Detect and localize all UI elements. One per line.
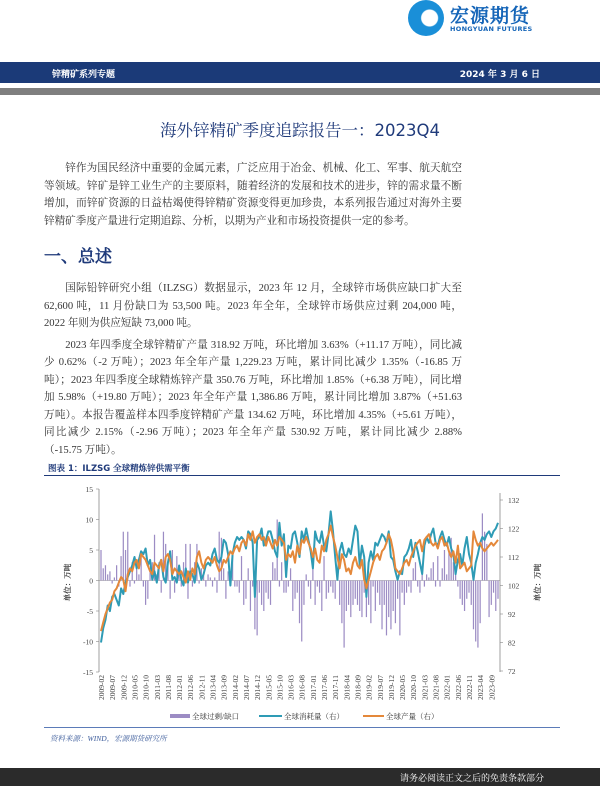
report-body bbox=[44, 160, 462, 459]
x-tick-label: 2017-06 bbox=[320, 675, 330, 700]
bar-balance bbox=[406, 581, 407, 593]
bar-balance bbox=[125, 550, 126, 581]
bar-balance bbox=[261, 581, 262, 605]
bar-balance bbox=[147, 581, 148, 599]
bar-balance bbox=[123, 532, 124, 581]
bar-balance bbox=[352, 581, 353, 605]
logo-en: HONGYUAN FUTURES bbox=[450, 25, 533, 33]
bar-balance bbox=[241, 556, 242, 580]
left-tick-label: 10 bbox=[85, 515, 93, 525]
bar-balance bbox=[294, 581, 295, 599]
bar-balance bbox=[138, 574, 139, 580]
legend-label-consumption: 全球消耗量（右） bbox=[284, 712, 344, 721]
bar-balance bbox=[214, 577, 215, 580]
bar-balance bbox=[134, 581, 135, 584]
bar-balance bbox=[207, 574, 208, 580]
section-heading: 一、总述 bbox=[44, 247, 112, 266]
bar-balance bbox=[216, 581, 217, 593]
bar-balance bbox=[428, 577, 429, 580]
bar-balance bbox=[395, 581, 396, 624]
bar-balance bbox=[283, 581, 284, 593]
x-tick-label: 2021-08 bbox=[431, 675, 441, 700]
bar-balance bbox=[332, 581, 333, 593]
header-band bbox=[0, 62, 600, 83]
bar-balance bbox=[446, 574, 447, 580]
bar-balance bbox=[361, 581, 362, 618]
bar-balance bbox=[335, 581, 336, 599]
right-tick-label: 102 bbox=[508, 581, 520, 591]
x-tick-label: 2014-12 bbox=[253, 675, 263, 700]
bar-balance bbox=[212, 581, 213, 587]
bar-balance bbox=[239, 581, 240, 593]
bar-balance bbox=[497, 581, 498, 599]
bar-balance bbox=[248, 568, 249, 580]
bar-balance bbox=[161, 581, 162, 593]
x-tick-label: 2009-02 bbox=[97, 675, 106, 700]
footer-band bbox=[0, 768, 600, 786]
bar-balance bbox=[116, 565, 117, 580]
figure-source: 资料来源：WIND，宏源期货研究所 bbox=[50, 734, 167, 743]
x-tick-label: 2013-04 bbox=[208, 675, 218, 700]
x-tick-label: 2012-06 bbox=[186, 675, 196, 700]
x-tick-label: 2023-04 bbox=[476, 675, 486, 700]
bar-balance bbox=[459, 581, 460, 599]
bar-balance bbox=[281, 562, 282, 580]
x-tick-label: 2012-01 bbox=[175, 675, 185, 700]
x-tick-label: 2018-09 bbox=[353, 675, 363, 700]
bar-balance bbox=[343, 581, 344, 648]
left-tick-label: 15 bbox=[85, 485, 93, 494]
bar-balance bbox=[192, 581, 193, 587]
bar-balance bbox=[384, 581, 385, 605]
bar-balance bbox=[174, 581, 175, 593]
bar-balance bbox=[299, 581, 300, 624]
legend-label-production: 全球产量（右） bbox=[386, 712, 439, 721]
bar-balance bbox=[379, 581, 380, 605]
bar-balance bbox=[310, 581, 311, 599]
bar-balance bbox=[413, 568, 414, 580]
left-tick-label: 5 bbox=[89, 546, 93, 555]
x-tick-label: 2014-07 bbox=[241, 675, 251, 700]
bar-balance bbox=[274, 568, 275, 580]
bar-balance bbox=[268, 581, 269, 599]
bar-balance bbox=[263, 581, 264, 612]
bar-balance bbox=[114, 577, 115, 580]
bar-balance bbox=[257, 581, 258, 636]
x-tick-label: 2010-05 bbox=[130, 675, 140, 700]
bar-balance bbox=[442, 568, 443, 580]
bar-balance bbox=[292, 581, 293, 612]
bar-balance bbox=[493, 581, 494, 593]
logo-mark-icon bbox=[408, 0, 444, 36]
legend-label-balance: 全球过剩/缺口 bbox=[192, 712, 240, 721]
bar-balance bbox=[288, 581, 289, 587]
left-tick-label: -5 bbox=[86, 607, 93, 616]
bar-balance bbox=[321, 581, 322, 612]
bar-balance bbox=[424, 581, 425, 587]
bar-balance bbox=[199, 581, 200, 584]
bar-balance bbox=[468, 581, 469, 593]
figure-top-rule bbox=[44, 475, 560, 476]
bar-balance bbox=[477, 581, 478, 648]
bar-balance bbox=[359, 581, 360, 612]
intro-paragraph: 锌作为国民经济中重要的金属元素，广泛应用于冶金、机械、化工、军事、航天航空等领域。锌矿是锌工业生产的主要原料，随着经济的发展和技术的进步，锌的需求量不断增加，而锌矿资源的日益枯竭使得锌精矿资源变得更加珍贵，本系列报告通过对海外主要锌精矿季度产量进行定期追踪、分析，以期为产业和市场投资提供一定的参考。 bbox=[44, 163, 462, 227]
right-axis-title: 单位：万吨 bbox=[533, 563, 542, 602]
report-date: 2024 年 3 月 6 日 bbox=[459, 70, 540, 80]
bar-balance bbox=[330, 581, 331, 587]
x-tick-label: 2016-08 bbox=[297, 675, 307, 700]
right-tick-label: 82 bbox=[508, 638, 516, 648]
disclaimer-note: 请务必阅读正文之后的免责条款部分 bbox=[399, 773, 544, 783]
bar-balance bbox=[488, 581, 489, 618]
bar-balance bbox=[297, 581, 298, 593]
bar-balance bbox=[433, 562, 434, 580]
bar-balance bbox=[301, 581, 302, 642]
bar-balance bbox=[355, 581, 356, 599]
x-tick-label: 2019-12 bbox=[386, 675, 396, 700]
left-tick-label: -15 bbox=[83, 668, 93, 677]
bar-balance bbox=[225, 581, 226, 599]
header-divider bbox=[0, 88, 600, 95]
x-tick-label: 2009-12 bbox=[119, 675, 129, 700]
x-tick-label: 2016-03 bbox=[286, 675, 296, 700]
x-tick-label: 2017-01 bbox=[308, 675, 318, 700]
bar-balance bbox=[473, 581, 474, 630]
bar-balance bbox=[103, 568, 104, 580]
paragraph-2: 2023 年四季度全球锌精矿产量 318.92 万吨，环比增加 3.63%（+11.17 万吨），同比减少 0.62%（-2 万吨）；2023 年全年产量 1,229.23 万吨，累计同比减少 1.35%（-16.85 万吨）；2023 年四季度全球精炼锌产量 350.76 万吨，环比增加 1.85%（+6.38 万吨），同比增加 5.98%（+19.80 万吨）；2023 年全年产量 1,386.86 万吨，累计同比增加 3.87%（+51.63 万吨）。本报告覆盖样本四季度锌精矿产量 134.62 万吨，环比增加 4.35%（+5.61 万吨），同比减少 2.15%（-2.96 万吨）；2023 年全年产量 530.92 万吨，累计同比减少 2.88%（-15.75 万吨）。 bbox=[44, 339, 462, 456]
bar-balance bbox=[328, 581, 329, 593]
bar-balance bbox=[107, 574, 108, 580]
right-tick-label: 122 bbox=[508, 524, 520, 534]
bar-balance bbox=[386, 581, 387, 636]
bar-balance bbox=[439, 581, 440, 587]
bar-balance bbox=[270, 581, 271, 605]
bar-balance bbox=[404, 581, 405, 605]
bar-balance bbox=[252, 581, 253, 587]
x-tick-label: 2011-08 bbox=[163, 675, 173, 700]
logo-cn: 宏源期货 bbox=[450, 5, 531, 27]
bar-balance bbox=[243, 581, 244, 605]
x-tick-label: 2014-02 bbox=[230, 675, 240, 700]
x-tick-label: 2009-07 bbox=[108, 675, 118, 700]
bar-balance bbox=[397, 581, 398, 599]
x-tick-label: 2022-11 bbox=[465, 675, 475, 700]
bar-balance bbox=[393, 581, 394, 612]
bar-balance bbox=[471, 581, 472, 605]
x-tick-label: 2020-05 bbox=[398, 675, 408, 700]
x-tick-label: 2022-01 bbox=[442, 675, 452, 700]
bar-balance bbox=[234, 581, 235, 587]
bar-balance bbox=[314, 581, 315, 605]
bar-balance bbox=[323, 556, 324, 580]
bar-balance bbox=[419, 581, 420, 593]
x-tick-label: 2012-11 bbox=[197, 675, 207, 700]
bar-balance bbox=[408, 581, 409, 587]
x-tick-label: 2015-10 bbox=[275, 675, 285, 700]
bar-balance bbox=[245, 581, 246, 599]
x-tick-label: 2020-10 bbox=[409, 675, 419, 700]
bar-balance bbox=[236, 581, 237, 587]
bar-balance bbox=[136, 568, 137, 580]
bar-balance bbox=[272, 562, 273, 580]
bar-balance bbox=[100, 550, 101, 581]
bar-balance bbox=[143, 581, 144, 587]
bar-balance bbox=[457, 581, 458, 587]
bar-balance bbox=[415, 562, 416, 580]
x-tick-label: 2010-10 bbox=[141, 675, 151, 700]
bar-balance bbox=[109, 571, 110, 580]
report-series: 锌精矿系列专题 bbox=[52, 69, 116, 79]
bar-balance bbox=[319, 581, 320, 593]
report-title: 海外锌精矿季度追踪报告一：2023Q4 bbox=[160, 121, 440, 140]
paragraph-1: 国际铅锌研究小组（ILZSG）数据显示，2023 年 12 月，全球锌市场供应缺口扩大至 62,600 吨，11 月份缺口为 53,500 吨。2023 年全年，全球锌市场供应过剩 204,000 吨，2022 年则为供应短缺 73,000 吨。 bbox=[44, 283, 462, 329]
bar-balance bbox=[437, 556, 438, 580]
bar-balance bbox=[346, 581, 347, 612]
bar-balance bbox=[279, 581, 280, 587]
bar-balance bbox=[306, 574, 307, 580]
bar-balance bbox=[129, 581, 130, 587]
bar-balance bbox=[462, 581, 463, 605]
right-tick-label: 112 bbox=[508, 553, 519, 562]
x-tick-label: 2017-11 bbox=[331, 675, 341, 700]
bar-balance bbox=[480, 581, 481, 624]
bar-balance bbox=[399, 581, 400, 636]
bar-balance bbox=[401, 581, 402, 593]
bar-balance bbox=[210, 577, 211, 580]
bar-balance bbox=[375, 581, 376, 612]
bar-balance bbox=[372, 581, 373, 587]
bar-balance bbox=[250, 581, 251, 612]
bar-balance bbox=[475, 581, 476, 642]
bar-balance bbox=[430, 568, 431, 580]
legend-swatch-balance bbox=[170, 714, 190, 718]
x-tick-label: 2021-03 bbox=[420, 675, 430, 700]
bar-balance bbox=[410, 581, 411, 593]
x-tick-label: 2019-07 bbox=[375, 675, 385, 700]
figure-bottom-rule bbox=[44, 727, 560, 728]
bar-balance bbox=[466, 581, 467, 599]
bar-balance bbox=[105, 565, 106, 580]
bar-balance bbox=[422, 574, 423, 580]
bar-balance bbox=[205, 581, 206, 587]
bar-balance bbox=[464, 581, 465, 612]
bar-balance bbox=[112, 581, 113, 584]
bar-balance bbox=[388, 581, 389, 618]
right-tick-label: 132 bbox=[508, 496, 520, 505]
bar-balance bbox=[259, 581, 260, 593]
supply-demand-chart bbox=[0, 480, 600, 730]
left-tick-label: -10 bbox=[83, 637, 93, 647]
figure-title: 图表 1：ILZSG 全球精炼锌供需平衡 bbox=[48, 464, 190, 474]
bar-balance bbox=[370, 581, 371, 624]
bar-balance bbox=[339, 581, 340, 605]
bar-balance bbox=[170, 581, 171, 599]
bar-balance bbox=[286, 581, 287, 593]
bar-balance bbox=[145, 581, 146, 605]
company-logo bbox=[408, 0, 558, 40]
bar-balance bbox=[491, 581, 492, 605]
bar-balance bbox=[326, 581, 327, 599]
bar-balance bbox=[223, 568, 224, 580]
x-tick-label: 2023-09 bbox=[487, 675, 497, 700]
bar-balance bbox=[350, 581, 351, 618]
bar-balance bbox=[303, 581, 304, 605]
bar-balance bbox=[265, 581, 266, 593]
x-tick-label: 2018-04 bbox=[342, 675, 352, 700]
left-tick-label: 0 bbox=[89, 576, 93, 586]
x-tick-label: 2019-02 bbox=[364, 675, 374, 700]
bar-balance bbox=[444, 550, 445, 581]
bar-balance bbox=[341, 581, 342, 624]
bar-balance bbox=[426, 574, 427, 580]
right-tick-label: 92 bbox=[508, 610, 516, 619]
bar-balance bbox=[390, 581, 391, 630]
right-tick-label: 72 bbox=[508, 667, 516, 676]
bar-balance bbox=[417, 581, 418, 587]
left-axis-title: 单位：万吨 bbox=[63, 563, 72, 602]
bar-balance bbox=[348, 581, 349, 605]
x-tick-label: 2022-06 bbox=[453, 675, 463, 700]
bar-balance bbox=[290, 568, 291, 580]
x-tick-label: 2013-09 bbox=[219, 675, 229, 700]
bar-balance bbox=[495, 581, 496, 612]
bar-balance bbox=[308, 581, 309, 587]
bar-balance bbox=[381, 581, 382, 630]
bar-balance bbox=[435, 581, 436, 587]
bar-balance bbox=[219, 532, 220, 581]
bar-balance bbox=[377, 581, 378, 593]
bar-balance bbox=[317, 581, 318, 587]
bar-balance bbox=[357, 581, 358, 605]
x-tick-label: 2015-05 bbox=[264, 675, 274, 700]
x-tick-label: 2011-03 bbox=[152, 675, 162, 700]
